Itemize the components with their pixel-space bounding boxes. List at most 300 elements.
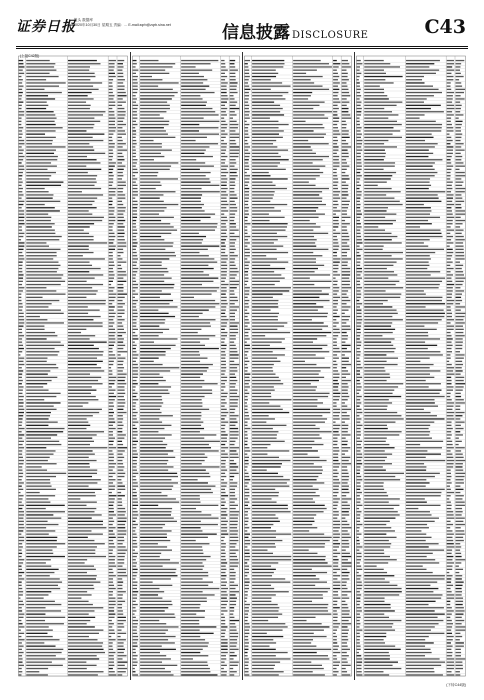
table-cell-text <box>68 479 101 480</box>
table-cell-text <box>293 674 325 675</box>
table-cell-text <box>342 386 349 387</box>
table-cell-text <box>26 143 52 144</box>
table-cell-text <box>140 642 175 643</box>
table-cell-text <box>26 652 61 653</box>
table-cell-text <box>406 361 420 362</box>
table-cell-text <box>230 258 235 259</box>
table-cell-text <box>26 377 57 378</box>
table-cell-text <box>133 274 136 275</box>
table-cell-text <box>140 399 162 400</box>
table-cell-text <box>293 246 316 247</box>
table-cell-text <box>456 434 463 435</box>
table-cell-text <box>221 223 226 224</box>
table-cell-text <box>118 198 126 199</box>
table-cell-text <box>245 255 250 256</box>
table-cell-text <box>140 406 161 407</box>
table-cell-text <box>221 582 227 583</box>
table-cell-text <box>221 172 228 173</box>
table-cell-text <box>406 646 425 647</box>
table-cell-text <box>26 380 51 381</box>
table-cell-text <box>406 220 428 221</box>
table-cell-text <box>342 236 350 237</box>
table-cell-text <box>133 329 138 330</box>
table-cell-text <box>118 524 125 525</box>
table-cell-text <box>364 137 402 138</box>
table-cell-text <box>181 300 215 301</box>
table-cell-text <box>342 226 347 227</box>
table-cell-text <box>221 553 226 554</box>
table-cell-text <box>26 444 61 445</box>
table-cell-text <box>221 207 226 208</box>
table-cell-text <box>230 66 235 67</box>
table-cell-text <box>342 130 349 131</box>
table-cell-text <box>342 182 346 183</box>
table-cell-text <box>357 316 362 317</box>
table-cell-text <box>68 386 92 387</box>
table-cell-text <box>140 492 161 493</box>
table-cell-text <box>230 470 237 471</box>
table-cell-text <box>447 153 453 154</box>
table-cell-text <box>118 566 123 567</box>
table-cell-text <box>133 98 137 99</box>
table-cell-text <box>333 274 340 275</box>
table-cell-text <box>406 521 435 522</box>
table-cell-text <box>245 534 250 535</box>
table-cell-text <box>140 518 174 519</box>
table-cell-text <box>26 361 46 362</box>
table-cell-text <box>245 466 248 467</box>
table-cell-text <box>26 210 60 211</box>
table-cell-text <box>68 214 92 215</box>
table-cell-text <box>252 82 282 83</box>
table-cell-text <box>333 111 337 112</box>
table-cell-text <box>109 255 113 256</box>
table-cell-text <box>133 60 137 61</box>
table-cell-text <box>333 284 337 285</box>
issue-info <box>74 18 171 28</box>
table-cell-text <box>364 242 401 243</box>
table-cell-text <box>109 98 114 99</box>
table-cell-text <box>230 556 237 557</box>
table-cell-text <box>447 121 451 122</box>
table-cell-text <box>456 73 461 74</box>
table-cell-text <box>26 348 54 349</box>
table-cell-text <box>19 543 23 544</box>
table-cell-text <box>68 652 105 653</box>
table-cell-text <box>456 370 463 371</box>
table-cell-text <box>357 658 363 659</box>
table-cell-text <box>357 63 363 64</box>
table-cell-text <box>26 457 49 458</box>
table-cell-text <box>133 585 138 586</box>
table-cell-text <box>406 188 429 189</box>
table-cell-text <box>221 162 225 163</box>
table-cell-text <box>293 614 331 615</box>
table-cell-text <box>447 322 451 323</box>
table-cell-text <box>406 271 440 272</box>
table-cell-text <box>342 271 350 272</box>
table-cell-text <box>333 428 339 429</box>
table-cell-text <box>68 543 105 544</box>
table-cell-text <box>140 626 178 627</box>
table-cell-text <box>26 322 64 323</box>
table-cell-text <box>68 370 104 371</box>
table-cell-text <box>26 332 55 333</box>
table-cell-text <box>252 524 273 525</box>
table-cell-text <box>252 470 267 471</box>
table-cell-text <box>221 98 228 99</box>
table-cell-text <box>252 102 274 103</box>
table-cell-text <box>357 214 362 215</box>
table-cell-text <box>447 338 453 339</box>
table-cell-text <box>333 233 340 234</box>
table-cell-text <box>293 146 311 147</box>
table-cell-text <box>19 140 25 141</box>
table-cell-text <box>221 374 225 375</box>
table-cell-text <box>406 252 435 253</box>
table-cell-text <box>68 358 97 359</box>
table-cell-text <box>26 233 55 234</box>
table-cell-text <box>181 441 220 442</box>
table-cell-text <box>230 454 238 455</box>
table-cell-text <box>357 255 361 256</box>
table-cell-text <box>26 633 47 634</box>
table-cell-text <box>447 658 455 659</box>
table-cell-text <box>181 447 211 448</box>
table-cell-text <box>181 505 218 506</box>
table-cell-text <box>357 329 361 330</box>
table-cell-text <box>133 530 136 531</box>
table-cell-text <box>221 137 226 138</box>
table-cell-text <box>456 271 464 272</box>
table-cell-text <box>140 569 176 570</box>
table-cell-text <box>68 524 103 525</box>
table-cell-text <box>447 220 453 221</box>
table-cell-text <box>342 444 348 445</box>
table-cell-text <box>140 326 159 327</box>
table-cell-text <box>364 210 386 211</box>
table-cell-text <box>293 556 326 557</box>
table-cell-text <box>342 230 347 231</box>
table-cell-text <box>221 300 227 301</box>
table-cell-text <box>221 655 226 656</box>
table-cell-text <box>68 674 98 675</box>
table-cell-text <box>181 303 219 304</box>
table-cell-text <box>357 345 362 346</box>
table-cell-text <box>181 310 209 311</box>
table-cell-text <box>447 332 451 333</box>
table-cell-text <box>133 207 138 208</box>
table-cell-text <box>118 559 125 560</box>
table-cell-text <box>357 162 362 163</box>
table-cell-text <box>19 610 23 611</box>
table-cell-text <box>406 354 443 355</box>
table-cell-text <box>133 178 138 179</box>
table-cell-text <box>293 351 329 352</box>
table-cell-text <box>118 470 124 471</box>
table-cell-text <box>293 460 326 461</box>
table-cell-text <box>357 98 360 99</box>
table-cell-text <box>26 521 47 522</box>
table-cell-text <box>293 134 326 135</box>
table-cell-text <box>221 537 225 538</box>
table-cell-text <box>342 204 349 205</box>
table-cell-text <box>140 118 164 119</box>
table-cell-text <box>133 473 139 474</box>
table-cell-text <box>118 422 123 423</box>
table-cell-text <box>333 294 337 295</box>
table-cell-text <box>140 76 152 77</box>
table-cell-text <box>245 537 249 538</box>
table-cell-text <box>140 354 165 355</box>
table-cell-text <box>26 422 57 423</box>
table-cell-text <box>456 143 464 144</box>
table-cell-text <box>245 188 250 189</box>
table-cell-text <box>245 217 248 218</box>
table-cell-text <box>364 482 383 483</box>
table-cell-text <box>252 236 287 237</box>
table-cell-text <box>140 162 178 163</box>
table-cell-text <box>342 582 347 583</box>
table-cell-text <box>447 610 454 611</box>
table-cell-text <box>252 623 285 624</box>
table-cell-text <box>221 255 228 256</box>
table-column <box>245 56 352 677</box>
table-cell-text <box>181 402 202 403</box>
table-cell-text <box>230 598 237 599</box>
table-cell-text <box>406 626 435 627</box>
table-cell-text <box>357 479 363 480</box>
table-cell-text <box>118 146 123 147</box>
table-cell-text <box>19 476 23 477</box>
table-cell-text <box>406 636 429 637</box>
table-cell-text <box>118 124 126 125</box>
table-cell-text <box>181 204 204 205</box>
table-cell-text <box>118 159 125 160</box>
table-cell-text <box>357 204 361 205</box>
table-cell-text <box>19 457 23 458</box>
table-cell-text <box>245 550 250 551</box>
table-cell-text <box>357 342 362 343</box>
table-cell-text <box>19 396 24 397</box>
table-cell-text <box>293 380 319 381</box>
table-cell-text <box>252 562 278 563</box>
table-cell-text <box>406 249 444 250</box>
table-cell-text <box>181 354 200 355</box>
table-cell-text <box>181 662 207 663</box>
table-cell-text <box>19 156 25 157</box>
table-cell-text <box>19 66 25 67</box>
table-cell-text <box>357 105 361 106</box>
table-cell-text <box>133 140 137 141</box>
table-cell-text <box>406 594 442 595</box>
table-cell-text <box>181 460 205 461</box>
table-cell-text <box>357 466 361 467</box>
table-cell-text <box>333 502 338 503</box>
table-cell-text <box>221 668 224 669</box>
table-cell-text <box>245 454 248 455</box>
table-cell-text <box>406 342 425 343</box>
table-cell-text <box>26 642 44 643</box>
table-cell-text <box>342 454 345 455</box>
table-cell-text <box>26 226 52 227</box>
table-cell-text <box>221 470 227 471</box>
table-cell-text <box>333 377 339 378</box>
table-cell-text <box>252 242 274 243</box>
table-cell-text <box>364 521 390 522</box>
table-cell-text <box>364 495 388 496</box>
table-cell-text <box>333 178 338 179</box>
table-cell-text <box>68 306 88 307</box>
table-cell-text <box>245 230 248 231</box>
table-cell-text <box>245 287 250 288</box>
table-cell-text <box>68 182 97 183</box>
table-cell-text <box>221 402 227 403</box>
table-cell-text <box>342 594 348 595</box>
table-cell-text <box>68 559 87 560</box>
table-cell-text <box>109 498 115 499</box>
table-cell-text <box>252 127 278 128</box>
table-cell-text <box>26 409 56 410</box>
table-cell-text <box>221 626 227 627</box>
table-cell-text <box>447 530 453 531</box>
table-cell-text <box>181 319 215 320</box>
table-cell-text <box>456 134 463 135</box>
table-cell-text <box>342 460 349 461</box>
table-cell-text <box>293 271 314 272</box>
table-cell-text <box>230 377 236 378</box>
table-cell-text <box>406 652 432 653</box>
table-cell-text <box>230 262 235 263</box>
table-cell-text <box>456 582 464 583</box>
table-cell-text <box>342 527 352 528</box>
table-cell-text <box>230 617 235 618</box>
table-cell-text <box>230 431 239 432</box>
table-cell-text <box>230 143 237 144</box>
table-cell-text <box>181 642 209 643</box>
table-cell-text <box>447 79 454 80</box>
table-cell-text <box>293 655 328 656</box>
table-cell-text <box>26 284 60 285</box>
table-cell-text <box>447 498 450 499</box>
table-cell-text <box>333 297 340 298</box>
table-cell-text <box>68 412 99 413</box>
table-cell-text <box>181 649 203 650</box>
table-cell-text <box>140 102 167 103</box>
table-cell-text <box>230 191 235 192</box>
table-cell-text <box>333 537 340 538</box>
table-cell-text <box>357 390 361 391</box>
table-cell-text <box>140 300 173 301</box>
table-cell-text <box>140 665 177 666</box>
table-cell-text <box>19 546 23 547</box>
table-cell-text <box>230 342 234 343</box>
table-cell-text <box>140 182 160 183</box>
table-cell-text <box>140 527 162 528</box>
table-cell-text <box>140 470 168 471</box>
table-cell-text <box>140 524 165 525</box>
table-cell-text <box>245 422 248 423</box>
table-cell-text <box>68 646 102 647</box>
table-cell-text <box>406 310 444 311</box>
table-cell-text <box>447 255 452 256</box>
table-cell-text <box>109 502 114 503</box>
table-cell-text <box>181 671 210 672</box>
table-cell-text <box>140 345 176 346</box>
table-cell-text <box>333 527 340 528</box>
table-cell-text <box>109 329 115 330</box>
table-cell-text <box>26 185 61 186</box>
table-cell-text <box>109 342 116 343</box>
table-cell-text <box>19 102 24 103</box>
table-cell-text <box>181 486 215 487</box>
table-cell-text <box>293 489 318 490</box>
table-cell-text <box>109 630 115 631</box>
table-cell-text <box>364 582 389 583</box>
table-cell-text <box>456 351 460 352</box>
table-cell-text <box>293 390 316 391</box>
table-cell-text <box>245 518 249 519</box>
table-cell-text <box>133 537 138 538</box>
table-cell-text <box>221 502 226 503</box>
table-cell-text <box>245 473 249 474</box>
table-cell-text <box>19 626 25 627</box>
table-cell-text <box>19 278 24 279</box>
table-cell-text <box>230 223 236 224</box>
table-cell-text <box>342 354 345 355</box>
table-cell-text <box>406 239 430 240</box>
table-cell-text <box>364 313 398 314</box>
table-cell-text <box>133 438 137 439</box>
table-cell-text <box>133 172 138 173</box>
table-cell-text <box>406 604 428 605</box>
table-cell-text <box>293 329 322 330</box>
table-cell-text <box>342 297 349 298</box>
table-cell-text <box>133 620 139 621</box>
table-cell-text <box>333 623 340 624</box>
table-cell-text <box>230 604 236 605</box>
table-cell-text <box>181 610 205 611</box>
table-cell-text <box>447 178 451 179</box>
table-cell-text <box>109 188 117 189</box>
table-cell-text <box>221 530 227 531</box>
table-cell-text <box>118 562 125 563</box>
table-cell-text <box>230 98 235 99</box>
table-cell-text <box>19 454 23 455</box>
column-separator <box>354 52 355 680</box>
table-cell-text <box>133 169 138 170</box>
table-cell-text <box>68 578 96 579</box>
table-cell-text <box>26 662 52 663</box>
table-cell-text <box>140 486 173 487</box>
table-cell-text <box>221 607 226 608</box>
table-cell-text <box>364 572 387 573</box>
table-cell-text <box>293 502 315 503</box>
table-cell-text <box>456 361 463 362</box>
table-cell-text <box>357 153 361 154</box>
table-cell-text <box>19 447 25 448</box>
table-cell-text <box>364 319 403 320</box>
table-cell-text <box>133 377 138 378</box>
table-cell-text <box>406 178 430 179</box>
table-cell-text <box>293 140 308 141</box>
table-cell-text <box>181 150 206 151</box>
table-cell-text <box>133 348 136 349</box>
table-cell-text <box>140 204 178 205</box>
table-cell-text <box>252 255 266 256</box>
table-cell-text <box>19 591 24 592</box>
table-cell-text <box>333 479 339 480</box>
